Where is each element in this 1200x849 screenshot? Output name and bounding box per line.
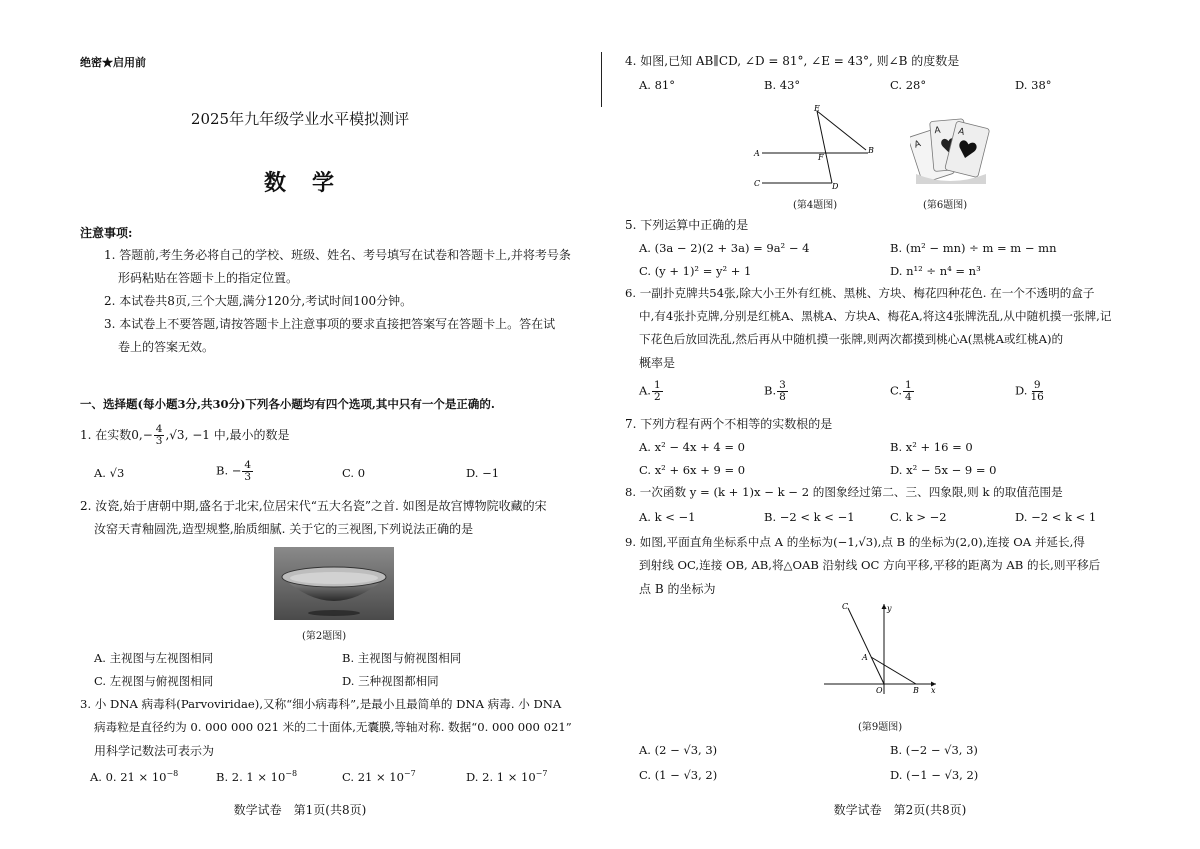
- q2-option-d[interactable]: D. 三种视图都相同: [342, 674, 439, 688]
- q1-option-b-prefix: B. −: [216, 463, 242, 478]
- question-3-stem-line-1: 3. 小 DNA 病毒科(Parvoviridae),又称“细小病毒科”,是最小且最简单的 DNA 病毒. 小 DNA: [80, 697, 562, 711]
- q7-option-b[interactable]: B. x² + 16 = 0: [890, 440, 973, 454]
- q6-option-b[interactable]: [764, 380, 789, 403]
- q6-option-a-prefix: A.: [639, 383, 651, 398]
- q3-option-d-text: D. 2. 1 × 10: [466, 769, 536, 784]
- svg-text:A: A: [957, 126, 966, 138]
- q1-option-c[interactable]: C. 0: [342, 466, 366, 480]
- q4-option-d[interactable]: D. 38°: [1015, 78, 1052, 92]
- question-6-stem-line-1: 6. 一副扑克牌共54张,除大小王外有红桃、黑桃、方块、梅花四种花色. 在一个不透明的盒子: [625, 286, 1095, 300]
- q1-fraction: [154, 424, 165, 447]
- q7-option-a[interactable]: A. x² − 4x + 4 = 0: [639, 440, 745, 454]
- q4-label-c: C: [754, 179, 761, 188]
- q1-option-b-fraction: [242, 460, 253, 483]
- page-1-footer: 数学试卷 第1页(共8页): [233, 803, 367, 817]
- q3-option-c-text: C. 21 × 10: [342, 769, 404, 784]
- q6-option-c-prefix: C.: [890, 383, 903, 398]
- q8-option-a[interactable]: A. k < −1: [639, 510, 696, 524]
- q9-label-a: A: [862, 653, 868, 662]
- q4-figure-caption: (第4题图): [793, 200, 838, 211]
- question-3-stem-line-2: 病毒粒是直径约为 0. 000 000 021 米的二十面体,无囊膜,等轴对称. 数据“0. 000 000 021”: [94, 720, 572, 734]
- q6-option-b-prefix: B.: [764, 383, 777, 398]
- q5-option-d[interactable]: D. n¹² ÷ n⁴ = n³: [890, 264, 981, 278]
- q6-figure-caption: (第6题图): [923, 200, 968, 211]
- secret-label: 绝密★启用前: [80, 56, 146, 69]
- q1-stem-part-a: 1. 在实数0,: [80, 428, 143, 443]
- question-1-stem: [80, 424, 290, 447]
- q9-label-x: x: [931, 686, 936, 695]
- notice-3b: 卷上的答案无效。: [118, 340, 215, 354]
- q6-option-c-denominator: 4: [905, 391, 912, 404]
- q5-option-b[interactable]: B. (m² − mn) ÷ m = m − mn: [890, 241, 1057, 255]
- q6-option-d[interactable]: [1015, 380, 1047, 403]
- question-5-stem: 5. 下列运算中正确的是: [625, 218, 749, 232]
- q2-option-c[interactable]: C. 左视图与俯视图相同: [94, 674, 214, 688]
- question-3-stem-line-3: 用科学记数法可表示为: [94, 744, 215, 758]
- q6-option-d-fraction: [1028, 380, 1045, 403]
- question-7-stem: 7. 下列方程有两个不相等的实数根的是: [625, 417, 833, 431]
- page-2: [600, 0, 1200, 849]
- question-9-stem-line-3: 点 B 的坐标为: [639, 582, 716, 596]
- q3-option-b-text: B. 2. 1 × 10: [216, 769, 286, 784]
- q9-option-a[interactable]: A. (2 − √3, 3): [639, 743, 718, 757]
- q1-frac-denominator: 3: [155, 435, 163, 448]
- q2-option-a[interactable]: A. 主视图与左视图相同: [94, 651, 214, 665]
- q6-option-a-numerator: 1: [653, 379, 661, 391]
- q4-label-f: F: [818, 153, 824, 162]
- notice-1a: 1. 答题前,考生务必将自己的学校、班级、姓名、考号填写在试卷和答题卡上,并将考号条: [104, 248, 571, 262]
- q6-option-c-fraction: [903, 380, 914, 403]
- ru-kiln-bowl-photo: [274, 547, 394, 620]
- q6-option-d-prefix: D.: [1015, 383, 1028, 398]
- q9-option-b[interactable]: B. (−2 − √3, 3): [890, 743, 978, 757]
- q9-figure-caption: (第9题图): [858, 722, 903, 733]
- q4-option-c[interactable]: C. 28°: [890, 78, 927, 92]
- q3-option-a-text: A. 0. 21 × 10: [90, 769, 167, 784]
- question-9-stem-line-1: 9. 如图,平面直角坐标系中点 A 的坐标为(−1,√3),点 B 的坐标为(2,0),连接 OA 并延长,得: [625, 535, 1085, 549]
- q4-label-d: D: [832, 182, 839, 191]
- q9-coordinate-figure: [820, 600, 945, 696]
- q6-option-d-denominator: 16: [1030, 391, 1044, 404]
- q2-option-b[interactable]: B. 主视图与俯视图相同: [342, 651, 462, 665]
- q3-option-b-exponent: −8: [285, 769, 298, 778]
- q9-option-c[interactable]: C. (1 − √3, 2): [639, 768, 718, 782]
- notice-1b: 形码粘贴在答题卡上的指定位置。: [118, 271, 299, 285]
- q4-option-b[interactable]: B. 43°: [764, 78, 801, 92]
- q4-label-a: A: [754, 149, 760, 158]
- q1-option-b[interactable]: [216, 460, 254, 483]
- q5-option-a[interactable]: A. (3a − 2)(2 + 3a) = 9a² − 4: [639, 241, 810, 255]
- q3-option-d-exponent: −7: [535, 769, 548, 778]
- q6-option-a-fraction: [652, 380, 663, 403]
- q8-option-c[interactable]: C. k > −2: [890, 510, 947, 524]
- q3-option-c[interactable]: [342, 769, 416, 784]
- q6-option-a[interactable]: [639, 380, 664, 403]
- question-6-stem-line-4: 概率是: [639, 356, 676, 370]
- q1-option-a[interactable]: A. √3: [94, 466, 125, 480]
- page-2-footer: 数学试卷 第2页(共8页): [833, 803, 967, 817]
- q6-option-d-numerator: 9: [1033, 379, 1041, 391]
- subject-title: 数 学: [263, 170, 336, 196]
- q1-minus-sign: −: [142, 428, 153, 443]
- q3-option-b[interactable]: [216, 769, 297, 784]
- q3-option-a-exponent: −8: [166, 769, 179, 778]
- q6-playing-cards-photo: [910, 108, 990, 188]
- q8-option-b[interactable]: B. −2 < k < −1: [764, 510, 855, 524]
- q2-figure-caption: (第2题图): [302, 631, 347, 642]
- question-8-stem: 8. 一次函数 y = (k + 1)x − k − 2 的图象经过第二、三、四象限,则 k 的取值范围是: [625, 485, 1063, 499]
- q7-option-d[interactable]: D. x² − 5x − 9 = 0: [890, 463, 997, 477]
- q3-option-a[interactable]: [90, 769, 178, 784]
- q7-option-c[interactable]: C. x² + 6x + 9 = 0: [639, 463, 746, 477]
- q1-option-b-denominator: 3: [244, 471, 252, 484]
- q6-option-b-numerator: 3: [779, 379, 786, 391]
- q3-option-c-exponent: −7: [403, 769, 416, 778]
- question-4-stem: 4. 如图,已知 AB∥CD, ∠D = 81°, ∠E = 43°, 则∠B 的度数是: [625, 54, 960, 68]
- q6-option-c[interactable]: [890, 380, 915, 403]
- q9-label-c: C: [842, 602, 849, 611]
- q4-geometry-figure: [750, 103, 885, 191]
- q6-option-a-denominator: 2: [653, 391, 661, 404]
- q6-option-c-numerator: 1: [905, 379, 912, 391]
- question-9-stem-line-2: 到射线 OC,连接 OB, AB,将△OAB 沿射线 OC 方向平移,平移的距离为 AB 的长,则平移后: [639, 558, 1101, 572]
- q4-option-a[interactable]: A. 81°: [639, 78, 675, 92]
- question-6-stem-line-2: 中,有4张扑克牌,分别是红桃A、黑桃A、方块A、梅花A,将这4张牌洗乱,从中随机摸一张牌,记: [639, 309, 1112, 323]
- q1-option-d[interactable]: D. −1: [466, 466, 500, 480]
- q4-label-b: B: [868, 146, 874, 155]
- question-2-stem-line-2: 汝窑天青釉圆洗,造型规整,胎质细腻. 关于它的三视图,下列说法正确的是: [94, 522, 474, 536]
- notice-2: 2. 本试卷共8页,三个大题,满分120分,考试时间100分钟。: [104, 294, 413, 308]
- q9-label-o: O: [876, 686, 883, 695]
- q1-option-b-numerator: 4: [244, 459, 252, 471]
- q1-stem-part-b: ,√3, −1 中,最小的数是: [165, 428, 290, 443]
- question-2-stem-line-1: 2. 汝瓷,始于唐朝中期,盛名于北宋,位居宋代“五大名瓷”之首. 如图是故宫博物院收藏的宋: [80, 499, 547, 513]
- question-6-stem-line-3: 下花色后放回洗乱,然后再从中随机摸一张牌,则两次都摸到桃心A(黑桃A或红桃A)的: [639, 332, 1064, 346]
- exam-title: 2025年九年级学业水平模拟测评: [190, 110, 410, 128]
- q1-frac-numerator: 4: [155, 423, 163, 435]
- svg-text:A: A: [913, 139, 923, 151]
- notice-3a: 3. 本试卷上不要答题,请按答题卡上注意事项的要求直接把答案写在答题卡上。答在试: [104, 317, 556, 331]
- q4-label-e: E: [814, 104, 820, 113]
- q6-option-b-denominator: 8: [779, 391, 786, 404]
- q8-option-d[interactable]: D. −2 < k < 1: [1015, 510, 1097, 524]
- q3-option-d[interactable]: [466, 769, 547, 784]
- q9-label-y: y: [887, 604, 892, 613]
- q9-label-b: B: [913, 686, 919, 695]
- svg-text:A: A: [934, 125, 942, 137]
- q5-option-c[interactable]: C. (y + 1)² = y² + 1: [639, 264, 752, 278]
- q6-option-b-fraction: [777, 380, 788, 403]
- section-1-heading: 一、选择题(每小题3分,共30分)下列各小题均有四个选项,其中只有一个是正确的.: [80, 397, 495, 411]
- q9-option-d[interactable]: D. (−1 − √3, 2): [890, 768, 979, 782]
- notice-title: 注意事项:: [80, 226, 133, 240]
